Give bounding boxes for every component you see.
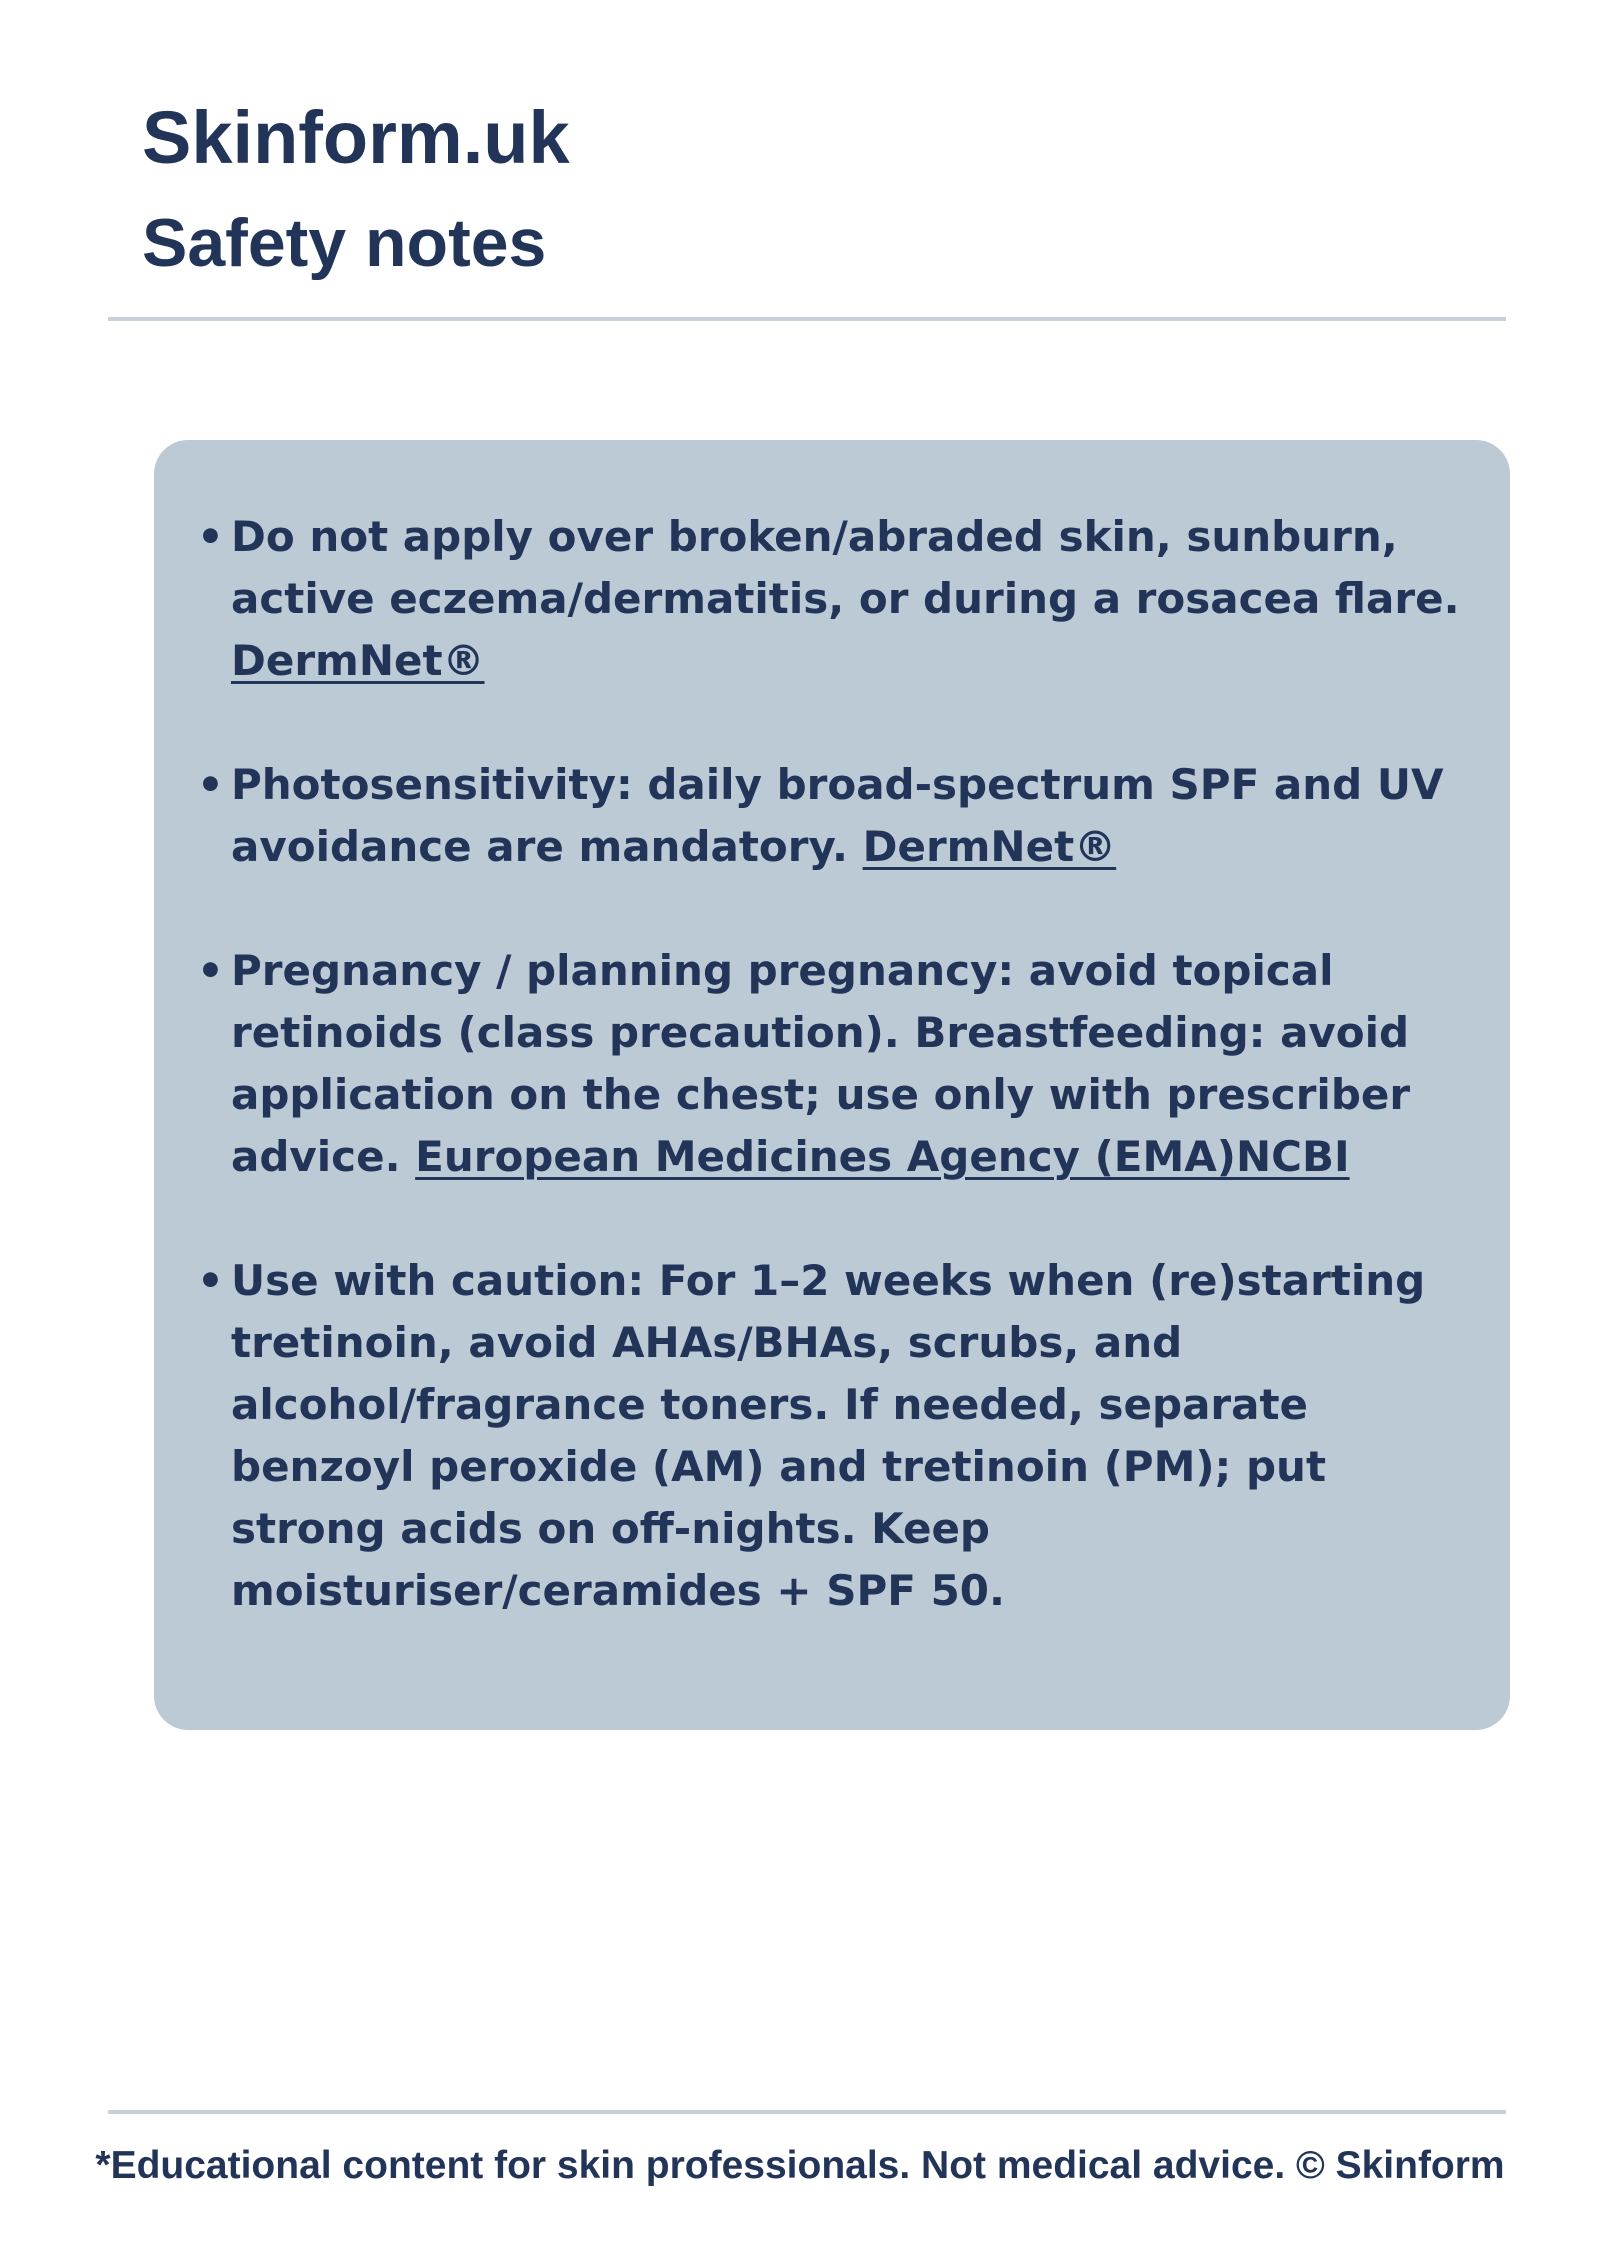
- dermnet-link[interactable]: DermNet®: [231, 636, 485, 685]
- header-divider: [108, 317, 1506, 321]
- note-text: Photosensitivity: daily broad-spectrum SPF and UV avoidance are mandatory.: [231, 760, 1444, 871]
- ema-link[interactable]: European Medicines Agency (EMA): [415, 1132, 1236, 1181]
- note-photosensitivity: [154, 754, 1510, 878]
- footer-disclaimer: *Educational content for skin professionals. Not medical advice. © Skinform: [95, 2144, 1505, 2187]
- dermnet-link[interactable]: DermNet®: [862, 822, 1117, 871]
- brand-title: Skinform.uk: [142, 96, 570, 179]
- note-text: Use with caution: For 1–2 weeks when (re)starting tretinoin, avoid AHAs/BHAs, scrubs, and alcohol/fragrance toners. If needed, separate benzoyl peroxide (AM) and tretinoin (PM); put strong acids on off-nights. Keep moisturiser/ceramides + SPF 50.: [231, 1256, 1426, 1615]
- bullet-icon: •: [197, 760, 224, 809]
- bullet-icon: •: [197, 946, 224, 995]
- note-pregnancy: [154, 940, 1510, 1188]
- ncbi-link[interactable]: NCBI: [1236, 1132, 1350, 1181]
- page-title: Safety notes: [142, 205, 547, 281]
- bullet-icon: •: [197, 512, 224, 561]
- note-use-with-caution: [154, 1250, 1510, 1622]
- bullet-icon: •: [197, 1256, 224, 1305]
- note-text: Do not apply over broken/abraded skin, sunburn, active eczema/dermatitis, or during a rosacea flare.: [231, 512, 1460, 623]
- footer-divider: [108, 2110, 1506, 2114]
- note-text: Pregnancy / planning pregnancy: avoid topical retinoids (class precaution). Breastfeeding: avoid application on the chest; use only with prescriber advice.: [231, 946, 1411, 1181]
- note-broken-skin: [154, 506, 1510, 692]
- safety-notes-list: [154, 506, 1510, 1622]
- safety-notes-panel: [154, 440, 1510, 1730]
